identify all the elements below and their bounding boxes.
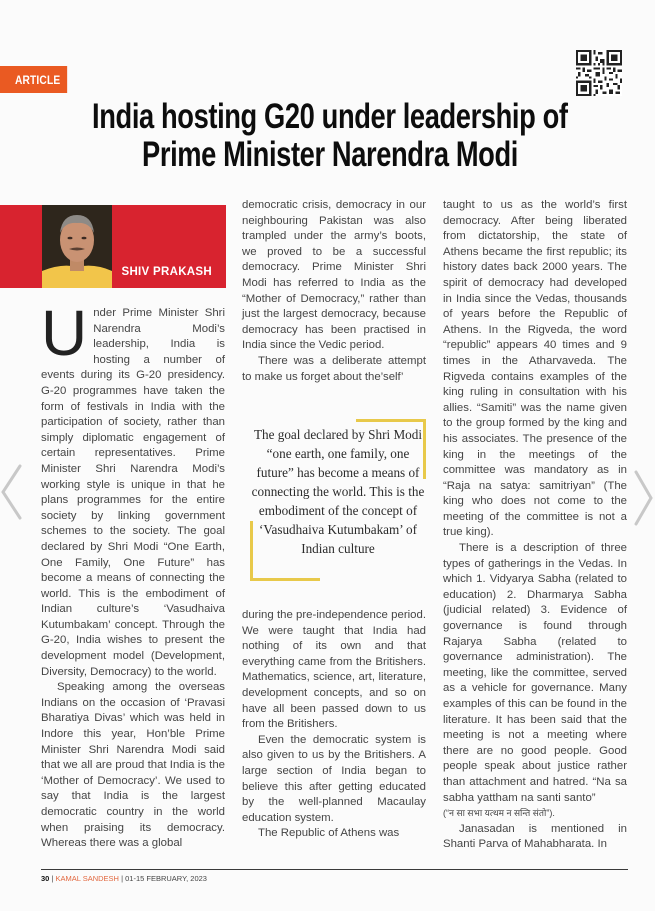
devanagari-quote: (“न सा सभा यत्थम न सन्ति संतो”). xyxy=(443,808,555,819)
paragraph: taught to us as the world’s first democracy. After being liberated from dictatorship, the state of Athens became the first republic; its history dates back 2000 years. The spirit of democracy had developed in India since the Vedas, thousands of years before the Republic of Athens. In the Rigveda, the word “republic” appears 40 times and 9 times in the Atharvaveda. The Rigveda contains examples of the king ruling in consultation with his allies. “Samiti” was the name given to the group formed by the king and his associates. The presence of the king in the meetings of the committee was mandatory as in “Raja na satya: samitriyan” (The king who does not come to the meeting of the committee is not a true king). xyxy=(443,199,627,539)
paragraph: democratic crisis, democracy in our neighbouring Pakistan was also trampled under the army’s boots, we proved to be a successful democracy. Prime Minister Shri Modi has referred to India as the “Mother of Democracy,” rather than just the largest democracy, because democracy has been practised in India since the Vedic period. xyxy=(242,199,426,352)
paragraph: during the pre-independence period. We were taught that India had nothing of its own and that everything came from the Britishers. Mathematics, science, art, literature, development concepts, and so on have all been passed down to us from the Britishers. xyxy=(242,609,426,731)
page-footer xyxy=(41,874,207,883)
author-photo xyxy=(42,205,112,288)
author-banner xyxy=(0,205,226,288)
paragraph: Speaking among the overseas Indians on the occasion of ‘Pravasi Bharatiya Divas’ which was held in Indore this year, Hon’ble Prime Minister Shri Narendra Modi said that we all are proud that India is the ‘Mother of Democracy’. We used to say that India is the largest democratic country in the world when praising its democracy. Whereas there was a global xyxy=(41,681,225,850)
footer-rule xyxy=(41,869,628,870)
pull-quote-text: The goal declared by Shri Modi “one earth, one family, one future” has become a means of connecting the world. This is the embodiment of the concept of ‘Vasudhaiva Kutumbakam’ of Indian culture xyxy=(251,427,425,556)
title-line-1: India hosting G20 under leadership of xyxy=(92,97,568,136)
author-name: SHIV PRAKASH xyxy=(121,266,212,278)
section-tag: ARTICLE xyxy=(0,66,67,93)
paragraph: There is a description of three types of gatherings in the Vedas. In which 1. Vidyarya Sabha (related to education) 2. Dharmarya Sabha (judicial related) 3. Evidence of governance is found through Rajarya Sabha (related to governance administration). The meeting, like the committee, served as a vehicle for governance. Many examples of this can be found in the literature. It has been said that the meeting is not a meeting where there are no good people. Good people speak about justice rather than attachment and hatred. “Na sa sabha yattham na santi santo” xyxy=(443,542,627,804)
article-title xyxy=(20,98,640,174)
title-line-2: Prime Minister Narendra Modi xyxy=(142,135,518,174)
article-column-2-top xyxy=(242,198,426,385)
publication-name: KAMAL SANDESH xyxy=(55,874,119,883)
pull-quote xyxy=(250,419,426,581)
paragraph: Even the democratic system is also given to us by the Britishers. A large section of India began to believe this after getting educated by the well-planned Macaulay education system. xyxy=(242,733,426,824)
article-column-1 xyxy=(41,297,225,852)
pull-quote-accent xyxy=(250,578,320,581)
footer-separator: | xyxy=(121,874,124,883)
issue-date: 01-15 FEBRUARY, 2023 xyxy=(125,874,207,883)
page-number: 30 xyxy=(41,874,50,883)
chevron-right-icon[interactable] xyxy=(633,468,655,528)
pull-quote-accent xyxy=(356,419,426,422)
paragraph-text: nder Prime Minister Shri Narendra Modi’s leadership, India is hosting a number of events during its G-20 presidency. G-20 programmes have taken the form of festivals in India with the participation of society, rather than simply diplomatic engagement of certain representatives. Prime Minister Shri Narendra Modi’s working style is unique in that he plans programmes for the entire society by linking government schemes to the society. The goal declared by Shri Modi “One Earth, One Family, One Future” has become a means of connecting the world. This is the embodiment of Indian culture’s ‘Vasudhaiva Kutumbakam’ concept. Through the G-20, India wishes to present the development model (Development, Diversity, Democracy) to the world. xyxy=(41,307,225,678)
article-column-2-bottom xyxy=(242,608,426,842)
chevron-left-icon[interactable] xyxy=(0,462,22,522)
qr-code-icon xyxy=(576,50,622,96)
paragraph: Janasadan is mentioned in Shanti Parva of Mahabharata. In xyxy=(443,822,627,851)
drop-cap: U xyxy=(41,297,88,369)
paragraph xyxy=(41,297,225,680)
paragraph: The Republic of Athens was xyxy=(258,827,400,840)
paragraph: There was a deliberate attempt to make us forget about the’self’ xyxy=(242,354,426,383)
article-column-3 xyxy=(443,198,627,853)
footer-separator: | xyxy=(51,874,54,883)
